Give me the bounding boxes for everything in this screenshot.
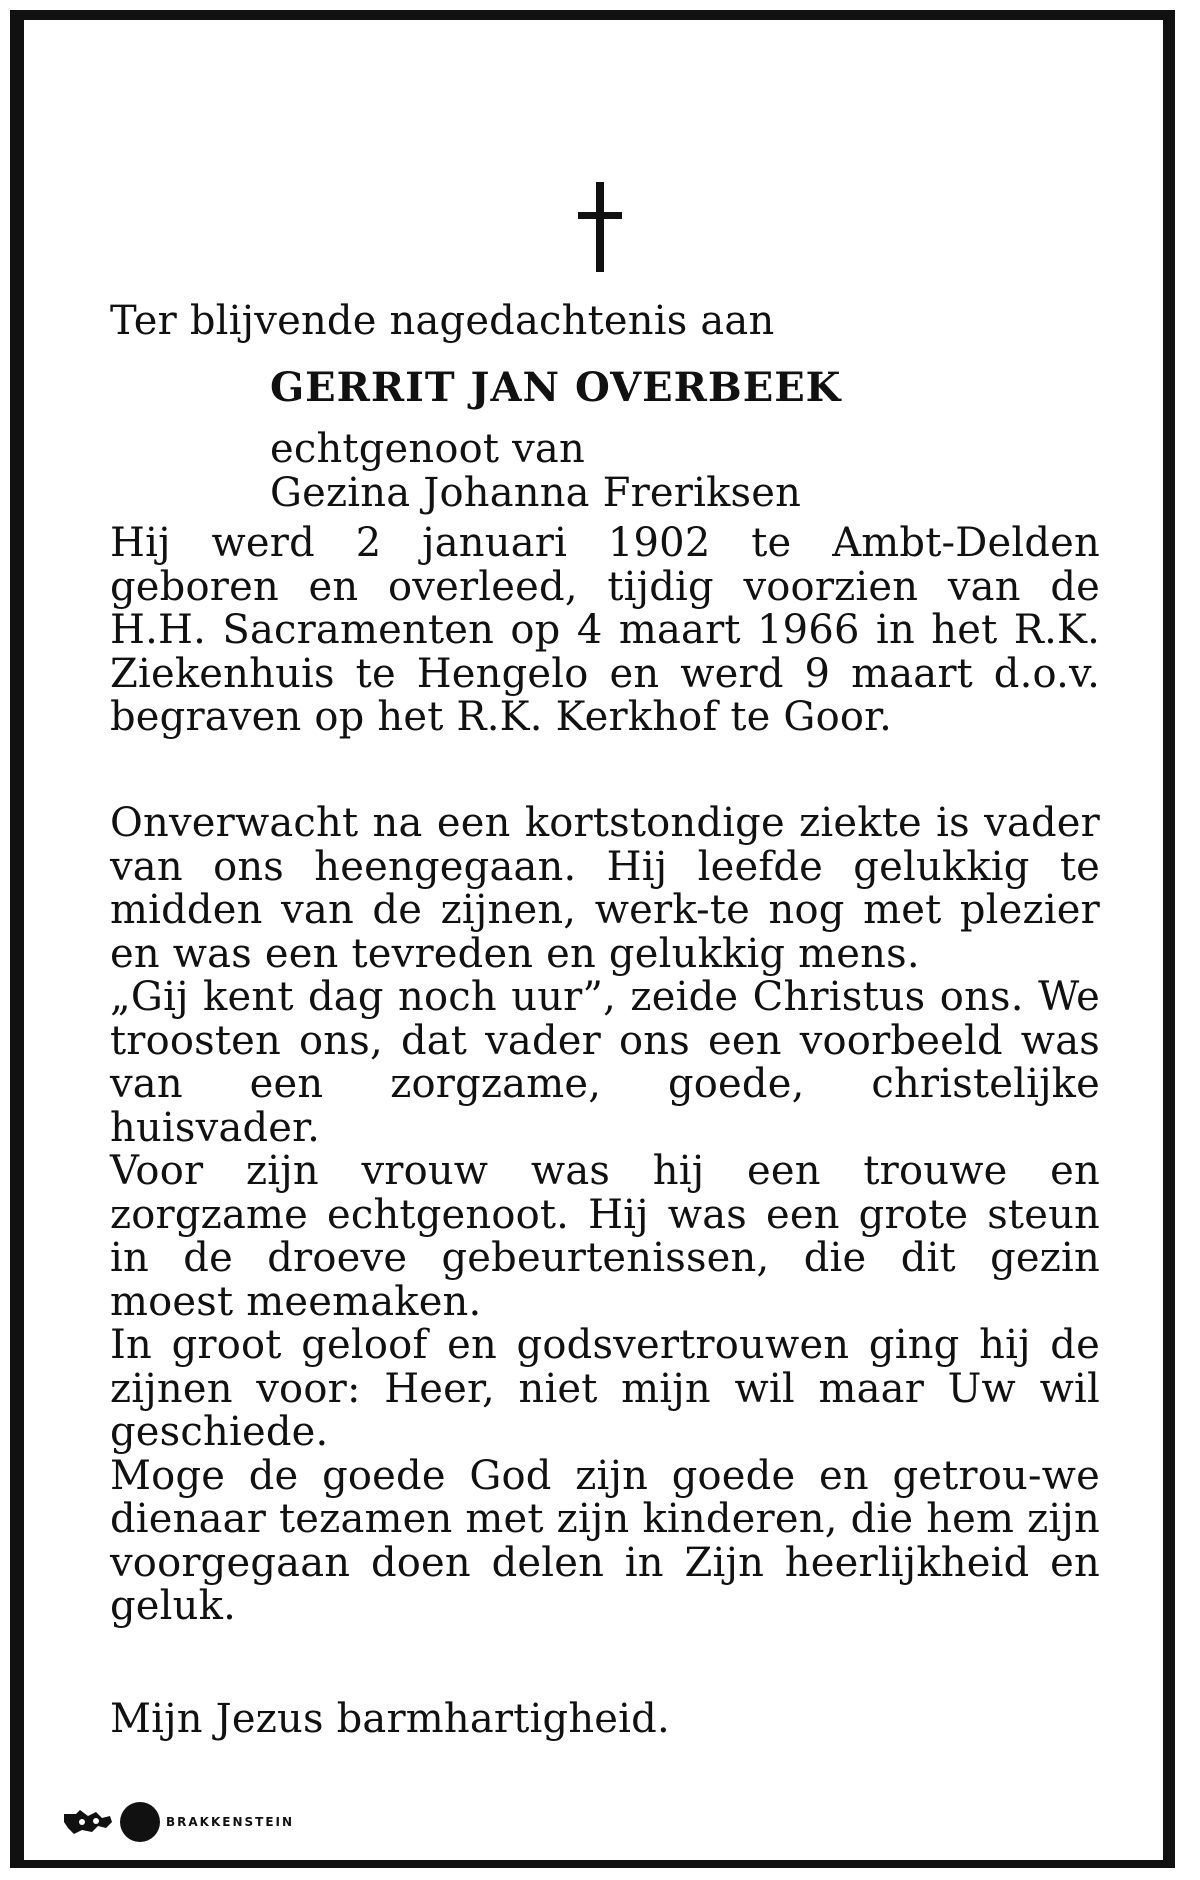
tribute-text <box>110 802 1100 1629</box>
intro-line: Ter blijvende nagedachtenis aan <box>110 298 775 344</box>
tribute-paragraph-2: „Gij kent dag noch uur”, zeide Christus ons. We troosten ons, dat vader ons een voorbeeld was van een zorgzame, goede, christelijke huisvader. <box>110 974 1100 1151</box>
printer-logo <box>62 1806 294 1838</box>
biography <box>110 522 1100 740</box>
cross-horizontal-bar <box>578 212 622 219</box>
cross-vertical-bar <box>596 182 604 272</box>
closing-prayer: Mijn Jezus barmhartigheid. <box>110 1696 670 1742</box>
spouse-block <box>270 428 1050 515</box>
printer-name: BRAKKENSTEIN <box>166 1815 295 1829</box>
biography-paragraph: Hij werd 2 januari 1902 te Ambt-Delden geboren en overleed, tijdig voorzien van de H.H. Sacramenten op 4 maart 1966 in het R.K. Ziekenhuis te Hengelo en werd 9 maart d.o.v. begraven op het R.K. Kerkhof te Goor. <box>110 520 1100 740</box>
cross-icon <box>578 182 622 272</box>
printer-logo-icon <box>62 1808 114 1836</box>
spouse-line-2: Gezina Johanna Freriksen <box>270 469 802 516</box>
printer-seal-icon <box>120 1802 160 1842</box>
tribute-paragraph-4: In groot geloof en godsvertrouwen ging hij de zijnen voor: Heer, niet mijn wil maar Uw wil geschiede. <box>110 1322 1100 1455</box>
spouse-line-1: echtgenoot van <box>270 426 585 472</box>
deceased-name: GERRIT JAN OVERBEEK <box>270 364 842 411</box>
tribute-paragraph-1: Onverwacht na een kortstondige ziekte is vader van ons heengegaan. Hij leefde gelukkig te midden van de zijnen, werk-te nog met plezier en was een tevreden en gelukkig mens. <box>110 800 1100 977</box>
tribute-paragraph-5: Moge de goede God zijn goede en getrou-we dienaar tezamen met zijn kinderen, die hem zijn voorgegaan doen delen in Zijn heerlijkheid en geluk. <box>110 1452 1100 1629</box>
tribute-paragraph-3: Voor zijn vrouw was hij een trouwe en zorgzame echtgenoot. Hij was een grote steun in de droeve gebeurtenissen, die dit gezin moest meemaken. <box>110 1148 1100 1325</box>
